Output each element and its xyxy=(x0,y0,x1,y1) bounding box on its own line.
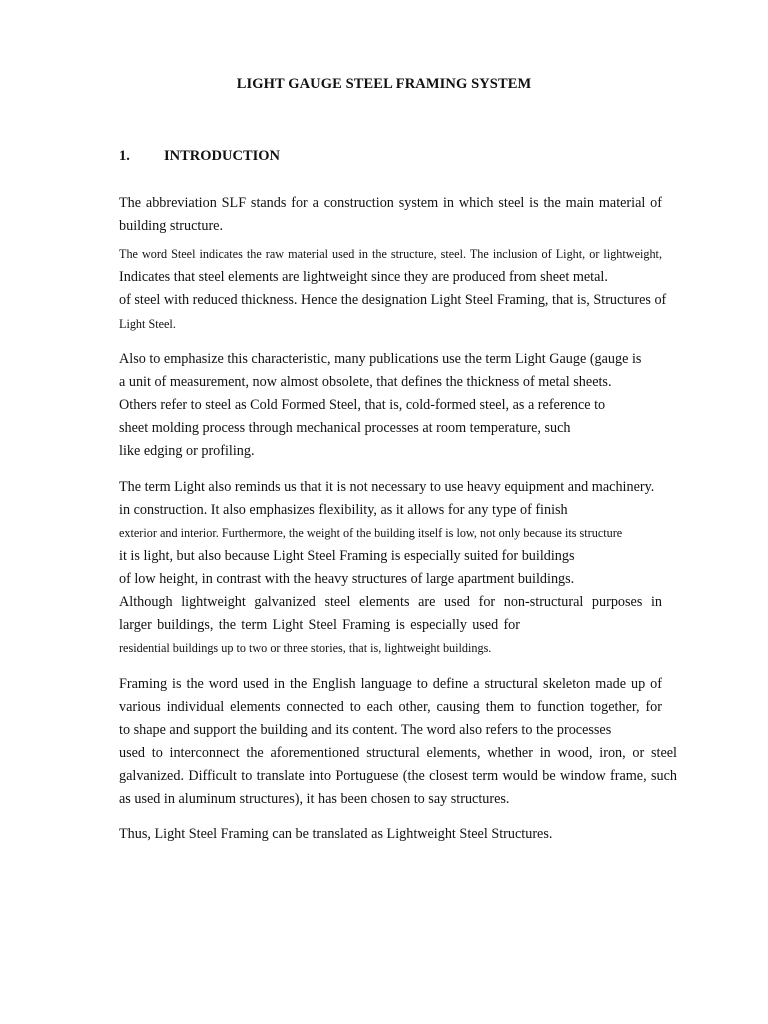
paragraph-line: residential buildings up to two or three stories, that is, lightweight buildings. xyxy=(119,641,492,655)
paragraph-line: Thus, Light Steel Framing can be translated as Lightweight Steel Structures. xyxy=(119,826,553,842)
section-heading xyxy=(119,148,280,165)
paragraph-line: The term Light also reminds us that it is not necessary to use heavy equipment and machinery. xyxy=(119,479,655,495)
paragraph-line: The word Steel indicates the raw material used in the structure, steel. The inclusion of Light, or lightweight, xyxy=(119,247,662,261)
paragraph-line: Indicates that steel elements are lightweight since they are produced from sheet metal. xyxy=(119,269,608,285)
paragraph-line: Others refer to steel as Cold Formed Steel, that is, cold-formed steel, as a reference to xyxy=(119,397,606,413)
paragraph-line: Framing is the word used in the English language to define a structural skeleton made up of xyxy=(119,676,662,692)
paragraph-line: a unit of measurement, now almost obsolete, that defines the thickness of metal sheets. xyxy=(119,374,612,390)
paragraph-line: building structure. xyxy=(119,218,224,234)
paragraph-line: sheet molding process through mechanical processes at room temperature, such xyxy=(119,420,571,436)
paragraph-line: galvanized. Difficult to translate into Portuguese (the closest term would be window frame, such xyxy=(119,768,677,784)
paragraph-line: The abbreviation SLF stands for a construction system in which steel is the main material of xyxy=(119,195,662,211)
paragraph-line: like edging or profiling. xyxy=(119,443,255,459)
paragraph-line: of low height, in contrast with the heavy structures of large apartment buildings. xyxy=(119,571,575,587)
paragraph-line: of steel with reduced thickness. Hence the designation Light Steel Framing, that is, Structures of xyxy=(119,292,667,308)
document-title: LIGHT GAUGE STEEL FRAMING SYSTEM xyxy=(236,76,532,92)
paragraph-line: Light Steel. xyxy=(119,317,176,331)
paragraph-line: as used in aluminum structures), it has been chosen to say structures. xyxy=(119,791,510,807)
paragraph-line: in construction. It also emphasizes flexibility, as it allows for any type of finish xyxy=(119,502,568,518)
paragraph-line: Also to emphasize this characteristic, many publications use the term Light Gauge (gauge is xyxy=(119,351,642,367)
paragraph-line: it is light, but also because Light Steel Framing is especially suited for buildings xyxy=(119,548,575,564)
paragraph-line: larger buildings, the term Light Steel Framing is especially used for xyxy=(119,617,520,633)
section-number: 1. xyxy=(119,148,130,164)
paragraph-line: exterior and interior. Furthermore, the weight of the building itself is low, not only because its structure xyxy=(119,526,623,540)
paragraph-line: Although lightweight galvanized steel elements are used for non-structural purposes in xyxy=(119,594,662,610)
paragraph-line: used to interconnect the aforementioned structural elements, whether in wood, iron, or steel xyxy=(119,745,677,761)
section-title: INTRODUCTION xyxy=(164,148,281,164)
paragraph-line: to shape and support the building and its content. The word also refers to the processes xyxy=(119,722,612,738)
paragraph-line: various individual elements connected to each other, causing them to function together, for xyxy=(119,699,662,715)
